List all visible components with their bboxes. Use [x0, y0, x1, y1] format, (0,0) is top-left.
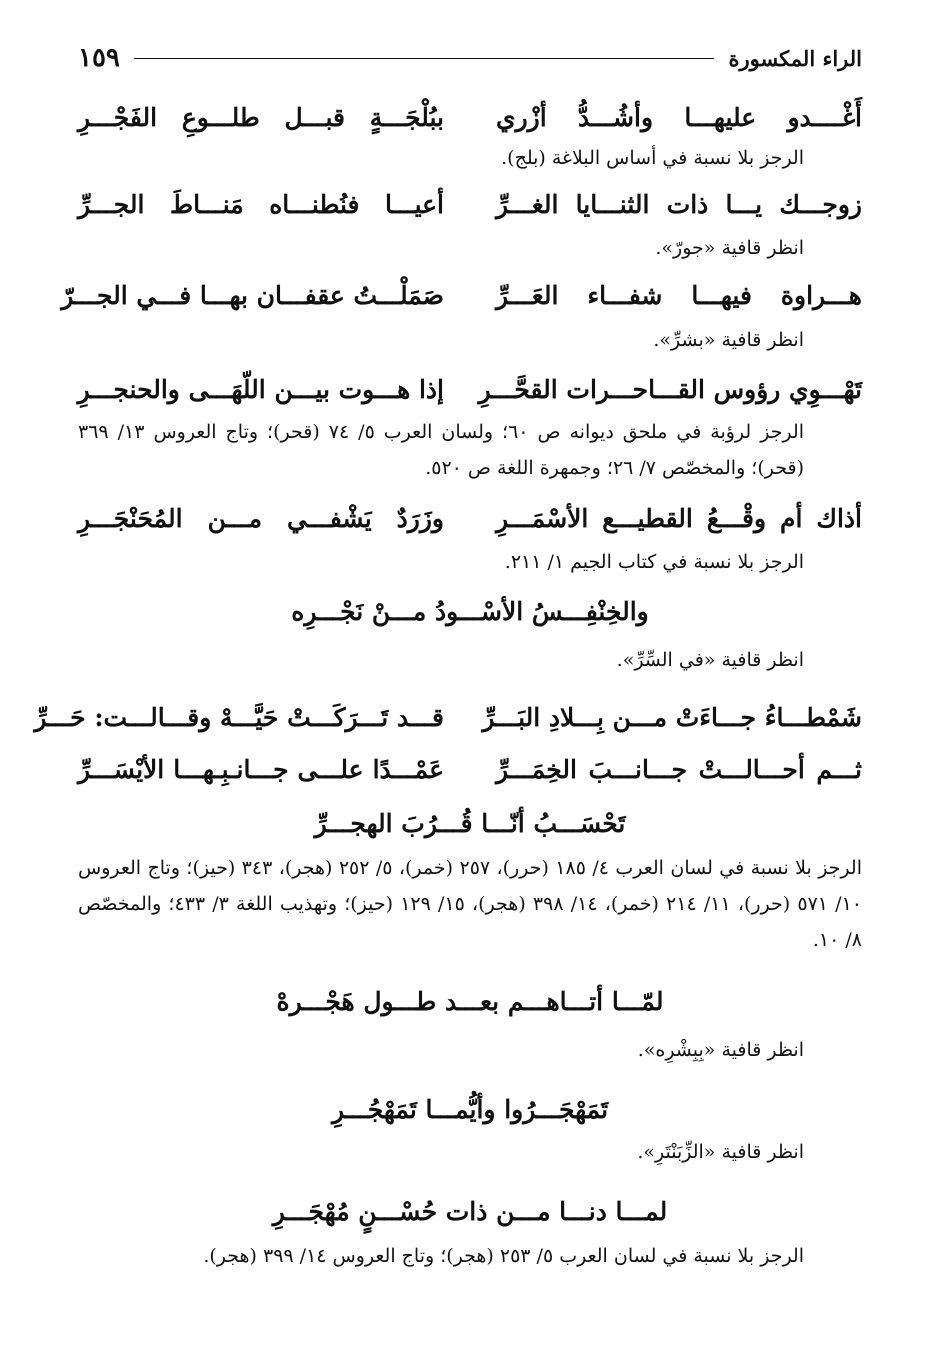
- source-note: الرجز بلا نسبة في أساس البلاغة (بلج).: [501, 147, 804, 169]
- single-verse-line: والخِنْفِـــسُ الأسْـــودُ مـــنْ نَجْـــرِه: [291, 597, 649, 626]
- verse-first-hemistich: ثـــم أحـــالـــتْ جـــانـــبَ الخِمَـــرِّ: [496, 755, 862, 784]
- single-verse-line: لمـــا دنـــا مـــن ذات حُسْـــنٍ مُهْجَـــرِ: [272, 1197, 668, 1226]
- source-note: الرجز لرؤبة في ملحق ديوانه ص ٦٠؛ ولسان العرب ٥/ ٧٤ (قحر)؛ وتاج العروس ١٣/ ٣٦٩ (قحر)؛ والمخصّص ٧/ ٢٦؛ وجمهرة اللغة ص ٥٢٠.: [78, 421, 804, 479]
- verse-second-hemistich: ببُلْجَـــةٍ قبـــل طلـــوعِ الفَجْـــرِ: [78, 103, 444, 132]
- verse-first-hemistich: تَهْـــوِي رؤوس القـــاحـــرات القحَّـــرِ: [478, 375, 862, 404]
- cross-reference-note: انظر قافية «الزِّبَنْتَرِ».: [637, 1141, 804, 1163]
- verse-line: [78, 748, 862, 792]
- single-verse-line: تَمَهْجَـــرُوا وأيُّمـــا تَمَهْجُـــرِ: [331, 1095, 609, 1124]
- source-note: الرجز بلا نسبة في لسان العرب ٤/ ١٨٥ (حرر)، ٢٥٧ (خمر)، ٥/ ٢٥٢ (هجر)، ٣٤٣ (حيز)؛ وتاج العروس ١٠/ ٥٧١ (حرر)، ١١/ ٢١٤ (خمر)، ١٤/ ٣٩٨ (هجر)، ١٥/ ١٢٩ (حيز)؛ وتهذيب اللغة ٣/ ٤٣٣؛ والمخصّص ٨/ ١٠.: [78, 857, 862, 951]
- cross-reference-note: انظر قافية «جورّ».: [655, 237, 804, 259]
- single-verse-line: لمّـــا أتـــاهـــم بعـــد طـــول هَجْـــرهْ: [276, 987, 664, 1016]
- verse-line: [78, 368, 862, 412]
- book-page: [34, 36, 862, 1326]
- verse-first-hemistich: هـــراوة فيهـــا شفـــاء العَـــرِّ: [496, 281, 862, 310]
- page-number: ١٥٩: [78, 43, 120, 73]
- verse-second-hemistich: أعيـــا فنُطنـــاه مَنـــاطَ الجـــرِّ: [78, 190, 444, 219]
- verse-second-hemistich: صَمَلْـــتُ عقفـــان بهـــا فـــي الجـــرّ: [61, 281, 444, 310]
- verse-first-hemistich: شَمْطـــاءُ جـــاءَتْ مـــن بِـــلادِ البَـــرِّ: [482, 703, 862, 732]
- verse-first-hemistich: زوجـــك يـــا ذات الثنـــايا الغـــرِّ: [496, 190, 862, 219]
- verse-line: [61, 274, 862, 318]
- running-head: الراء المكسورة: [728, 45, 862, 71]
- single-verse-line: تَحْسَـــبُ أنّـــا قُـــرُبَ الهجـــرِّ: [314, 809, 626, 838]
- page-header: [78, 36, 862, 80]
- cross-reference-note: انظر قافية «في السِّرِّ».: [616, 649, 804, 671]
- verse-line: [78, 183, 862, 227]
- cross-reference-note: انظر قافية «بشرِّ».: [653, 329, 804, 351]
- verse-second-hemistich: إذا هـــوت بيـــن اللّهَـــى والحنجـــرِ: [77, 375, 444, 404]
- source-note: الرجز بلا نسبة في لسان العرب ٥/ ٢٥٣ (هجر)؛ وتاج العروس ١٤/ ٣٩٩ (هجر).: [203, 1245, 804, 1267]
- verse-line: [78, 497, 862, 541]
- verse-first-hemistich: أَغْــــدو عليهـــا وأشُـــدُّ أزْري: [496, 103, 862, 132]
- cross-reference-note: انظر قافية «بِبِشْرِه».: [637, 1039, 804, 1061]
- verse-second-hemistich: قـــد تَـــرَكَـــتْ حَيَّـــهْ وقـــالـــت: حَـــرِّ: [34, 703, 444, 732]
- verse-second-hemistich: عَمْـــدًا علـــى جـــانـبِـهـــا الأيْسَـــرِّ: [78, 755, 444, 784]
- source-note: الرجز بلا نسبة في كتاب الجيم ١/ ٢١١.: [504, 551, 804, 573]
- verse-second-hemistich: وزَرَدٌ يَشْفـــي مـــن المُحَنْجَـــرِ: [78, 504, 444, 533]
- header-rule: [134, 58, 715, 59]
- verse-line: [78, 96, 862, 140]
- verse-line: [34, 696, 862, 740]
- verse-first-hemistich: أذاك أم وقْـــعُ القطيـــع الأسْمَـــرِ: [496, 504, 862, 533]
